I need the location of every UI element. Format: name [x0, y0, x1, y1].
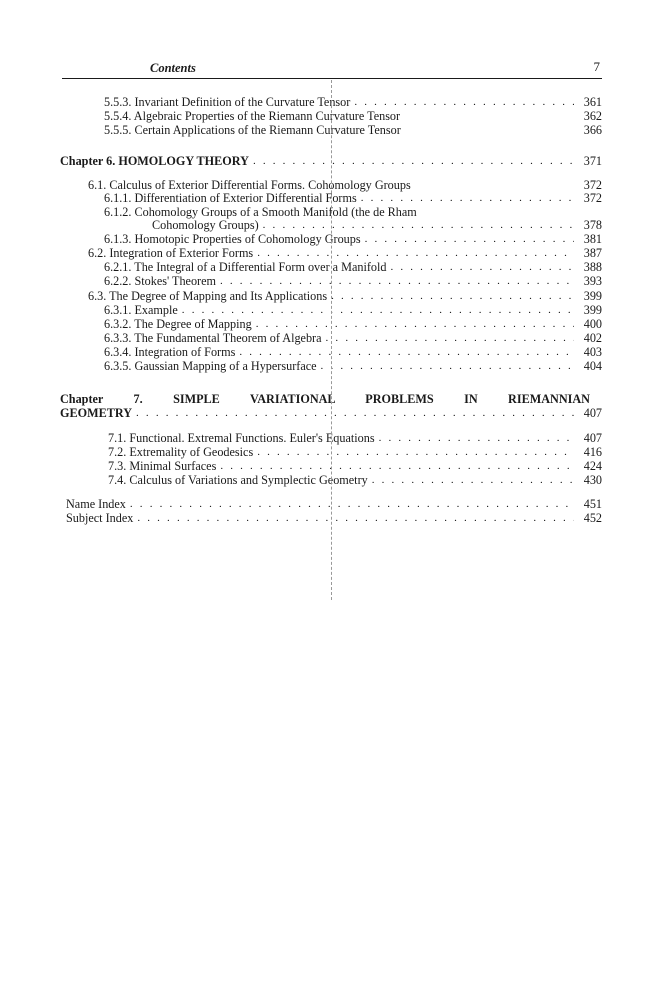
toc-name-index[interactable]: Name Index . . . 451 [66, 498, 602, 511]
toc-entry[interactable]: 6.1.3. Homotopic Properties of Cohomology Groups . . . 381 [104, 233, 602, 246]
toc-chapter-6[interactable]: Chapter 6. HOMOLOGY THEORY . . . 371 [60, 155, 602, 168]
toc-entry[interactable]: 6.2.2. Stokes' Theorem . . . 393 [104, 275, 602, 288]
toc-entry[interactable]: 6.3. The Degree of Mapping and Its Applications . . . 399 [88, 290, 602, 303]
toc-entry[interactable]: 5.5.5. Certain Applications of the Riemann Curvature Tensor 366 [104, 123, 602, 137]
toc-entry[interactable]: 6.3.5. Gaussian Mapping of a Hypersurface . . . 404 [104, 360, 602, 373]
running-header [62, 58, 602, 79]
toc-entry[interactable]: 7.3. Minimal Surfaces . . . 424 [108, 460, 602, 473]
running-title: Contents [150, 61, 196, 75]
page-number: 7 [593, 59, 600, 74]
toc-entry-continuation[interactable]: Cohomology Groups) . . . 378 [152, 219, 602, 232]
toc-entry[interactable]: 5.5.4. Algebraic Properties of the Riemann Curvature Tensor 362 [104, 109, 602, 123]
toc-entry[interactable]: 5.5.3. Invariant Definition of the Curvature Tensor . . . 361 [104, 96, 602, 109]
toc-entry[interactable]: 6.2. Integration of Exterior Forms . . . 387 [88, 247, 602, 260]
toc-entry[interactable]: 6.1. Calculus of Exterior Differential Forms. Cohomology Groups 372 [88, 178, 602, 192]
toc-entry[interactable]: 7.2. Extremality of Geodesics . . . 416 [108, 446, 602, 459]
toc-entry[interactable]: 6.3.1. Example . . . 399 [104, 304, 602, 317]
toc-entry[interactable]: 6.3.2. The Degree of Mapping . . . 400 [104, 318, 602, 331]
toc-entry[interactable]: 6.1.1. Differentiation of Exterior Differential Forms . . . 372 [104, 192, 602, 205]
toc-entry[interactable]: 6.3.3. The Fundamental Theorem of Algebra . . . 402 [104, 332, 602, 345]
scan-fold-line [331, 80, 332, 600]
toc-chapter-7[interactable]: Chapter 7. SIMPLE VARIATIONAL PROBLEMS IN RIEMANNIAN [60, 392, 590, 406]
toc-subject-index[interactable]: Subject Index . . . 452 [66, 512, 602, 525]
toc-entry[interactable]: 7.4. Calculus of Variations and Symplectic Geometry . . . 430 [108, 474, 602, 487]
toc-entry-first-line[interactable]: 6.1.2. Cohomology Groups of a Smooth Manifold (the de Rham [104, 205, 417, 219]
toc-entry[interactable]: 6.3.4. Integration of Forms . . . 403 [104, 346, 602, 359]
toc-entry[interactable]: 6.2.1. The Integral of a Differential Form over a Manifold . . . 388 [104, 261, 602, 274]
toc-chapter-7-continuation[interactable]: GEOMETRY . . . 407 [60, 407, 602, 420]
toc-entry[interactable]: 7.1. Functional. Extremal Functions. Euler's Equations . . . 407 [108, 432, 602, 445]
